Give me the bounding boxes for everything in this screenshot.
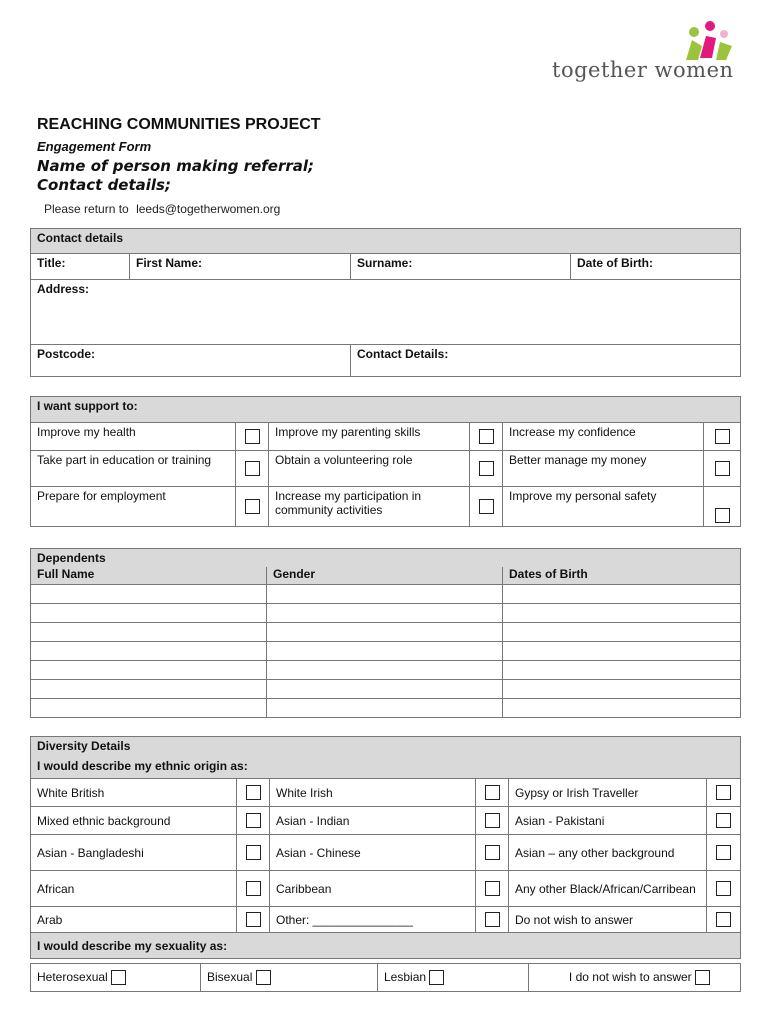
dependent-name-cell[interactable] <box>31 642 267 661</box>
ethnic-checkbox[interactable] <box>485 912 500 927</box>
dependent-name-cell[interactable] <box>31 585 267 604</box>
dependent-name-cell[interactable] <box>31 699 267 718</box>
dependent-dob-cell[interactable] <box>503 661 741 680</box>
dependent-dob-cell[interactable] <box>503 623 741 642</box>
sexuality-table <box>30 963 741 992</box>
support-checkbox[interactable] <box>715 508 730 523</box>
ethnic-checkbox[interactable] <box>716 785 731 800</box>
sexuality-label: Lesbian <box>384 969 427 984</box>
ethnic-option: Any other Black/African/Carribean <box>509 871 707 907</box>
support-option: Prepare for employment <box>31 487 236 527</box>
support-checkbox[interactable] <box>245 429 260 444</box>
support-option: Increase my confidence <box>503 423 704 451</box>
ethnic-option: Asian - Pakistani <box>509 807 707 835</box>
ethnic-option: Do not wish to answer <box>509 907 707 933</box>
dependent-gender-cell[interactable] <box>267 642 503 661</box>
sexuality-heading: I would describe my sexuality as: <box>31 933 741 959</box>
sexuality-option-heterosexual <box>31 964 201 992</box>
support-checkbox[interactable] <box>479 429 494 444</box>
sexuality-checkbox[interactable] <box>256 970 271 985</box>
ethnic-option: Asian - Bangladeshi <box>31 835 237 871</box>
return-instruction <box>44 202 280 216</box>
ethnic-option: Mixed ethnic background <box>31 807 237 835</box>
sexuality-label: I do not wish to answer <box>568 969 692 984</box>
support-checkbox[interactable] <box>245 499 260 514</box>
ethnic-checkbox[interactable] <box>485 881 500 896</box>
dependent-name-cell[interactable] <box>31 680 267 699</box>
logo-text: together women <box>552 58 734 82</box>
dob-header: Dates of Birth <box>503 567 741 585</box>
ethnic-option: Arab <box>31 907 237 933</box>
support-heading: I want support to: <box>31 397 741 423</box>
dob-field[interactable]: Date of Birth: <box>571 254 741 280</box>
referrer-contact-line: Contact details; <box>37 176 171 194</box>
dependent-gender-cell[interactable] <box>267 661 503 680</box>
ethnic-option: White Irish <box>270 779 476 807</box>
gender-header: Gender <box>267 567 503 585</box>
sexuality-checkbox[interactable] <box>429 970 444 985</box>
ethnic-checkbox[interactable] <box>716 813 731 828</box>
dependent-gender-cell[interactable] <box>267 680 503 699</box>
support-option: Improve my health <box>31 423 236 451</box>
ethnic-checkbox[interactable] <box>716 845 731 860</box>
ethnic-heading: I would describe my ethnic origin as: <box>31 757 741 779</box>
support-checkbox[interactable] <box>479 499 494 514</box>
ethnic-checkbox[interactable] <box>246 912 261 927</box>
dependent-name-cell[interactable] <box>31 661 267 680</box>
support-checkbox[interactable] <box>479 461 494 476</box>
ethnic-checkbox[interactable] <box>485 813 500 828</box>
ethnic-option: Asian – any other background <box>509 835 707 871</box>
surname-field[interactable]: Surname: <box>351 254 571 280</box>
return-label: Please return to <box>44 202 129 216</box>
support-checkbox[interactable] <box>715 429 730 444</box>
dependent-dob-cell[interactable] <box>503 699 741 718</box>
ethnic-other-field[interactable]: Other: _______________ <box>270 907 476 933</box>
dependent-gender-cell[interactable] <box>267 623 503 642</box>
return-email-link[interactable]: leeds@togetherwomen.org <box>136 202 281 216</box>
support-checkbox[interactable] <box>715 461 730 476</box>
dependent-gender-cell[interactable] <box>267 604 503 623</box>
ethnic-checkbox[interactable] <box>485 845 500 860</box>
dependent-dob-cell[interactable] <box>503 642 741 661</box>
dependent-dob-cell[interactable] <box>503 604 741 623</box>
ethnic-option: Gypsy or Irish Traveller <box>509 779 707 807</box>
form-subtitle: Engagement Form <box>37 139 152 154</box>
ethnic-checkbox[interactable] <box>246 813 261 828</box>
dependent-dob-cell[interactable] <box>503 585 741 604</box>
ethnic-checkbox[interactable] <box>716 881 731 896</box>
contact-details-field[interactable]: Contact Details: <box>351 345 741 377</box>
first-name-field[interactable]: First Name: <box>130 254 351 280</box>
sexuality-checkbox[interactable] <box>695 970 710 985</box>
page-title: REACHING COMMUNITIES PROJECT <box>37 116 321 133</box>
ethnic-option: Asian - Chinese <box>270 835 476 871</box>
referrer-name-line: Name of person making referral; <box>37 157 315 175</box>
contact-details-table <box>30 228 741 377</box>
ethnic-checkbox[interactable] <box>246 785 261 800</box>
ethnic-checkbox[interactable] <box>246 845 261 860</box>
support-option: Increase my participation in community activities <box>269 487 470 527</box>
dependent-gender-cell[interactable] <box>267 585 503 604</box>
sexuality-label: Bisexual <box>207 969 253 984</box>
dependents-heading: Dependents <box>31 549 741 567</box>
address-field[interactable]: Address: <box>31 280 741 345</box>
ethnic-option: Caribbean <box>270 871 476 907</box>
postcode-field[interactable]: Postcode: <box>31 345 351 377</box>
contact-heading: Contact details <box>31 229 741 254</box>
sexuality-label: Heterosexual <box>37 969 108 984</box>
full-name-header: Full Name <box>31 567 267 585</box>
ethnic-checkbox[interactable] <box>716 912 731 927</box>
sexuality-option-no-answer <box>529 964 741 992</box>
support-option: Better manage my money <box>503 451 704 487</box>
dependent-dob-cell[interactable] <box>503 680 741 699</box>
support-checkbox[interactable] <box>245 461 260 476</box>
ethnic-checkbox[interactable] <box>246 881 261 896</box>
support-option: Take part in education or training <box>31 451 236 487</box>
dependent-gender-cell[interactable] <box>267 699 503 718</box>
diversity-heading: Diversity Details <box>31 737 741 757</box>
dependents-table <box>30 548 741 718</box>
support-table <box>30 396 741 527</box>
ethnic-option: White British <box>31 779 237 807</box>
sexuality-checkbox[interactable] <box>111 970 126 985</box>
sexuality-option-lesbian <box>378 964 529 992</box>
title-field[interactable]: Title: <box>31 254 130 280</box>
ethnic-checkbox[interactable] <box>485 785 500 800</box>
sexuality-option-bisexual <box>201 964 378 992</box>
support-option: Improve my parenting skills <box>269 423 470 451</box>
dependent-name-cell[interactable] <box>31 623 267 642</box>
diversity-table <box>30 736 741 959</box>
ethnic-option: Asian - Indian <box>270 807 476 835</box>
support-option: Improve my personal safety <box>503 487 704 527</box>
ethnic-option: African <box>31 871 237 907</box>
dependent-name-cell[interactable] <box>31 604 267 623</box>
support-option: Obtain a volunteering role <box>269 451 470 487</box>
